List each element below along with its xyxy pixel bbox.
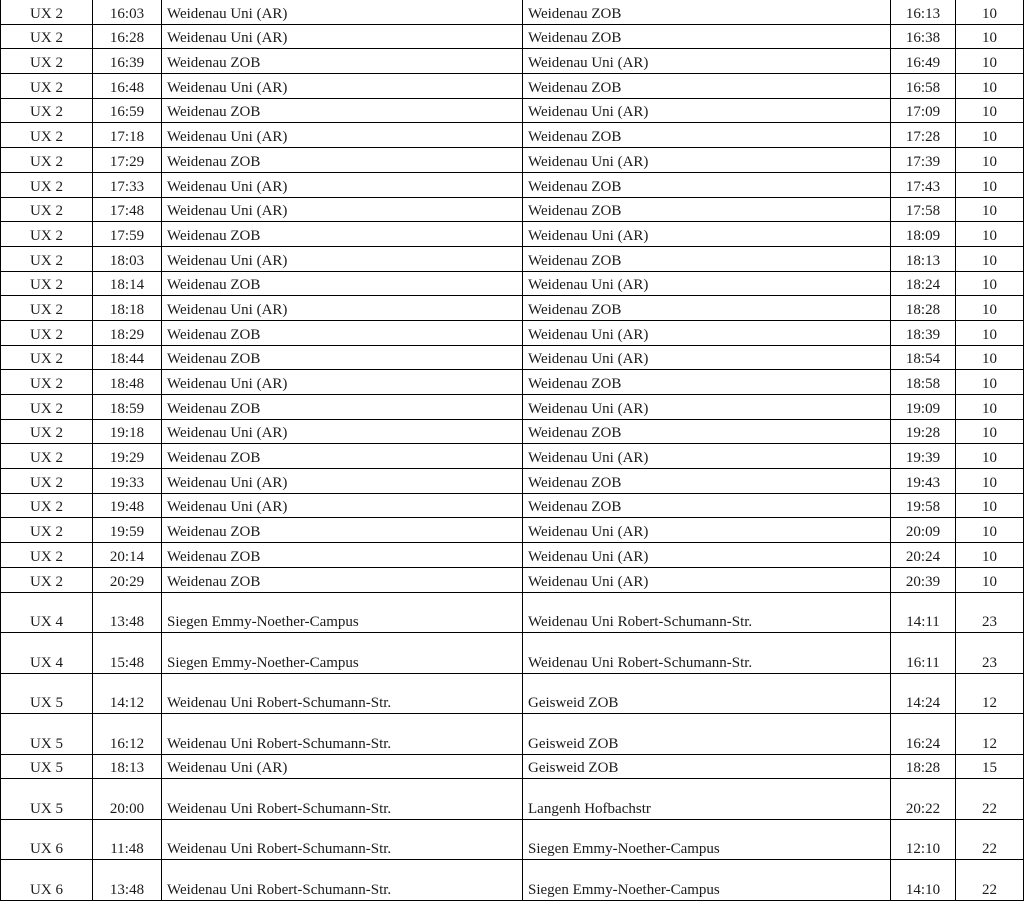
line-cell: UX 2	[1, 493, 93, 518]
from-stop-cell: Weidenau ZOB	[162, 98, 523, 123]
to-stop-cell: Weidenau ZOB	[523, 123, 891, 148]
line-cell: UX 2	[1, 543, 93, 568]
table-row	[1, 754, 1024, 779]
line-cell: UX 2	[1, 222, 93, 247]
from-stop-cell: Weidenau ZOB	[162, 395, 523, 420]
departure-cell: 18:14	[93, 271, 162, 296]
line-cell: UX 2	[1, 24, 93, 49]
departure-cell: 19:59	[93, 518, 162, 543]
departure-cell: 19:48	[93, 493, 162, 518]
to-stop-cell: Geisweid ZOB	[523, 754, 891, 779]
arrival-cell: 17:28	[891, 123, 956, 148]
departure-cell: 17:59	[93, 222, 162, 247]
departure-cell: 11:48	[93, 819, 162, 860]
departure-cell: 13:48	[93, 860, 162, 901]
from-stop-cell: Weidenau Uni Robert-Schumann-Str.	[162, 779, 523, 820]
departure-cell: 16:12	[93, 714, 162, 755]
to-stop-cell: Weidenau Uni (AR)	[523, 543, 891, 568]
arrival-cell: 17:09	[891, 98, 956, 123]
duration-cell: 10	[956, 518, 1024, 543]
table-row	[1, 74, 1024, 99]
arrival-cell: 20:22	[891, 779, 956, 820]
to-stop-cell: Weidenau Uni (AR)	[523, 271, 891, 296]
from-stop-cell: Weidenau ZOB	[162, 320, 523, 345]
departure-cell: 16:39	[93, 49, 162, 74]
duration-cell: 10	[956, 543, 1024, 568]
arrival-cell: 16:49	[891, 49, 956, 74]
arrival-cell: 17:58	[891, 197, 956, 222]
departure-cell: 19:33	[93, 469, 162, 494]
departure-cell: 20:29	[93, 567, 162, 592]
to-stop-cell: Weidenau Uni (AR)	[523, 345, 891, 370]
duration-cell: 10	[956, 395, 1024, 420]
departure-cell: 17:18	[93, 123, 162, 148]
table-row	[1, 197, 1024, 222]
table-row	[1, 148, 1024, 173]
line-cell: UX 2	[1, 271, 93, 296]
table-row	[1, 345, 1024, 370]
line-cell: UX 2	[1, 123, 93, 148]
from-stop-cell: Weidenau ZOB	[162, 148, 523, 173]
table-row	[1, 296, 1024, 321]
duration-cell: 10	[956, 345, 1024, 370]
from-stop-cell: Weidenau ZOB	[162, 345, 523, 370]
departure-cell: 16:03	[93, 0, 162, 24]
departure-cell: 18:48	[93, 370, 162, 395]
table-row	[1, 246, 1024, 271]
to-stop-cell: Weidenau Uni (AR)	[523, 320, 891, 345]
to-stop-cell: Weidenau Uni (AR)	[523, 98, 891, 123]
duration-cell: 10	[956, 567, 1024, 592]
to-stop-cell: Weidenau ZOB	[523, 197, 891, 222]
table-row	[1, 271, 1024, 296]
arrival-cell: 18:13	[891, 246, 956, 271]
arrival-cell: 18:24	[891, 271, 956, 296]
arrival-cell: 14:11	[891, 592, 956, 633]
duration-cell: 10	[956, 320, 1024, 345]
to-stop-cell: Weidenau ZOB	[523, 419, 891, 444]
arrival-cell: 16:11	[891, 633, 956, 674]
timetable-body	[1, 0, 1024, 900]
line-cell: UX 2	[1, 0, 93, 24]
departure-cell: 18:59	[93, 395, 162, 420]
duration-cell: 10	[956, 271, 1024, 296]
duration-cell: 22	[956, 819, 1024, 860]
arrival-cell: 20:09	[891, 518, 956, 543]
departure-cell: 20:14	[93, 543, 162, 568]
duration-cell: 10	[956, 370, 1024, 395]
from-stop-cell: Weidenau Uni (AR)	[162, 172, 523, 197]
to-stop-cell: Weidenau ZOB	[523, 296, 891, 321]
departure-cell: 18:18	[93, 296, 162, 321]
table-row	[1, 518, 1024, 543]
duration-cell: 10	[956, 148, 1024, 173]
line-cell: UX 2	[1, 419, 93, 444]
duration-cell: 10	[956, 123, 1024, 148]
to-stop-cell: Weidenau Uni (AR)	[523, 395, 891, 420]
arrival-cell: 18:58	[891, 370, 956, 395]
arrival-cell: 16:58	[891, 74, 956, 99]
line-cell: UX 2	[1, 395, 93, 420]
from-stop-cell: Weidenau Uni (AR)	[162, 370, 523, 395]
departure-cell: 16:28	[93, 24, 162, 49]
duration-cell: 10	[956, 493, 1024, 518]
to-stop-cell: Weidenau ZOB	[523, 0, 891, 24]
departure-cell: 17:29	[93, 148, 162, 173]
arrival-cell: 18:54	[891, 345, 956, 370]
to-stop-cell: Langenh Hofbachstr	[523, 779, 891, 820]
table-row	[1, 24, 1024, 49]
departure-cell: 19:29	[93, 444, 162, 469]
from-stop-cell: Weidenau Uni Robert-Schumann-Str.	[162, 819, 523, 860]
table-row	[1, 172, 1024, 197]
duration-cell: 15	[956, 754, 1024, 779]
line-cell: UX 2	[1, 296, 93, 321]
arrival-cell: 14:24	[891, 673, 956, 714]
table-row	[1, 222, 1024, 247]
arrival-cell: 18:28	[891, 754, 956, 779]
to-stop-cell: Siegen Emmy-Noether-Campus	[523, 860, 891, 901]
to-stop-cell: Weidenau ZOB	[523, 74, 891, 99]
duration-cell: 10	[956, 419, 1024, 444]
duration-cell: 23	[956, 592, 1024, 633]
departure-cell: 18:29	[93, 320, 162, 345]
to-stop-cell: Weidenau ZOB	[523, 172, 891, 197]
line-cell: UX 2	[1, 172, 93, 197]
table-row	[1, 419, 1024, 444]
line-cell: UX 2	[1, 49, 93, 74]
line-cell: UX 2	[1, 469, 93, 494]
table-row	[1, 98, 1024, 123]
table-row	[1, 819, 1024, 860]
from-stop-cell: Weidenau ZOB	[162, 222, 523, 247]
line-cell: UX 5	[1, 714, 93, 755]
departure-cell: 14:12	[93, 673, 162, 714]
table-row	[1, 543, 1024, 568]
from-stop-cell: Weidenau Uni (AR)	[162, 754, 523, 779]
line-cell: UX 2	[1, 148, 93, 173]
duration-cell: 10	[956, 172, 1024, 197]
arrival-cell: 20:39	[891, 567, 956, 592]
from-stop-cell: Weidenau Uni (AR)	[162, 0, 523, 24]
from-stop-cell: Weidenau ZOB	[162, 49, 523, 74]
from-stop-cell: Weidenau Uni Robert-Schumann-Str.	[162, 673, 523, 714]
from-stop-cell: Weidenau Uni (AR)	[162, 296, 523, 321]
arrival-cell: 18:28	[891, 296, 956, 321]
from-stop-cell: Siegen Emmy-Noether-Campus	[162, 592, 523, 633]
from-stop-cell: Weidenau Uni Robert-Schumann-Str.	[162, 714, 523, 755]
to-stop-cell: Siegen Emmy-Noether-Campus	[523, 819, 891, 860]
duration-cell: 23	[956, 633, 1024, 674]
line-cell: UX 5	[1, 754, 93, 779]
to-stop-cell: Weidenau Uni (AR)	[523, 222, 891, 247]
to-stop-cell: Weidenau Uni Robert-Schumann-Str.	[523, 592, 891, 633]
duration-cell: 22	[956, 779, 1024, 820]
duration-cell: 10	[956, 49, 1024, 74]
departure-cell: 17:33	[93, 172, 162, 197]
duration-cell: 10	[956, 197, 1024, 222]
to-stop-cell: Weidenau Uni (AR)	[523, 148, 891, 173]
departure-cell: 18:44	[93, 345, 162, 370]
departure-cell: 17:48	[93, 197, 162, 222]
duration-cell: 10	[956, 74, 1024, 99]
line-cell: UX 2	[1, 74, 93, 99]
departure-cell: 15:48	[93, 633, 162, 674]
to-stop-cell: Weidenau ZOB	[523, 246, 891, 271]
line-cell: UX 4	[1, 633, 93, 674]
to-stop-cell: Weidenau Uni (AR)	[523, 567, 891, 592]
from-stop-cell: Weidenau Uni (AR)	[162, 197, 523, 222]
line-cell: UX 2	[1, 98, 93, 123]
to-stop-cell: Weidenau ZOB	[523, 493, 891, 518]
from-stop-cell: Weidenau Uni (AR)	[162, 74, 523, 99]
arrival-cell: 16:38	[891, 24, 956, 49]
from-stop-cell: Weidenau ZOB	[162, 518, 523, 543]
duration-cell: 10	[956, 24, 1024, 49]
departure-cell: 19:18	[93, 419, 162, 444]
table-row	[1, 779, 1024, 820]
table-row	[1, 49, 1024, 74]
departure-cell: 20:00	[93, 779, 162, 820]
line-cell: UX 2	[1, 246, 93, 271]
line-cell: UX 2	[1, 444, 93, 469]
from-stop-cell: Weidenau Uni (AR)	[162, 493, 523, 518]
arrival-cell: 19:39	[891, 444, 956, 469]
arrival-cell: 20:24	[891, 543, 956, 568]
arrival-cell: 19:28	[891, 419, 956, 444]
arrival-cell: 14:10	[891, 860, 956, 901]
line-cell: UX 2	[1, 345, 93, 370]
from-stop-cell: Weidenau Uni (AR)	[162, 246, 523, 271]
to-stop-cell: Weidenau ZOB	[523, 24, 891, 49]
duration-cell: 12	[956, 714, 1024, 755]
arrival-cell: 16:24	[891, 714, 956, 755]
table-row	[1, 370, 1024, 395]
table-row	[1, 395, 1024, 420]
table-row	[1, 123, 1024, 148]
from-stop-cell: Weidenau Uni (AR)	[162, 419, 523, 444]
from-stop-cell: Weidenau Uni (AR)	[162, 123, 523, 148]
departure-cell: 16:48	[93, 74, 162, 99]
line-cell: UX 2	[1, 567, 93, 592]
duration-cell: 10	[956, 246, 1024, 271]
to-stop-cell: Weidenau Uni Robert-Schumann-Str.	[523, 633, 891, 674]
table-row	[1, 592, 1024, 633]
arrival-cell: 18:39	[891, 320, 956, 345]
table-row	[1, 0, 1024, 24]
line-cell: UX 2	[1, 370, 93, 395]
table-row	[1, 469, 1024, 494]
to-stop-cell: Weidenau Uni (AR)	[523, 444, 891, 469]
from-stop-cell: Weidenau Uni Robert-Schumann-Str.	[162, 860, 523, 901]
arrival-cell: 19:09	[891, 395, 956, 420]
table-row	[1, 673, 1024, 714]
table-row	[1, 320, 1024, 345]
arrival-cell: 17:39	[891, 148, 956, 173]
table-row	[1, 567, 1024, 592]
line-cell: UX 6	[1, 860, 93, 901]
arrival-cell: 16:13	[891, 0, 956, 24]
to-stop-cell: Geisweid ZOB	[523, 714, 891, 755]
table-row	[1, 714, 1024, 755]
departure-cell: 16:59	[93, 98, 162, 123]
duration-cell: 10	[956, 296, 1024, 321]
to-stop-cell: Weidenau Uni (AR)	[523, 49, 891, 74]
duration-cell: 10	[956, 0, 1024, 24]
line-cell: UX 2	[1, 197, 93, 222]
arrival-cell: 19:58	[891, 493, 956, 518]
to-stop-cell: Weidenau ZOB	[523, 370, 891, 395]
departure-cell: 18:13	[93, 754, 162, 779]
arrival-cell: 17:43	[891, 172, 956, 197]
table-row	[1, 444, 1024, 469]
from-stop-cell: Weidenau Uni (AR)	[162, 24, 523, 49]
line-cell: UX 5	[1, 779, 93, 820]
line-cell: UX 4	[1, 592, 93, 633]
duration-cell: 10	[956, 98, 1024, 123]
duration-cell: 10	[956, 469, 1024, 494]
from-stop-cell: Weidenau ZOB	[162, 567, 523, 592]
from-stop-cell: Weidenau ZOB	[162, 444, 523, 469]
duration-cell: 22	[956, 860, 1024, 901]
departure-cell: 18:03	[93, 246, 162, 271]
line-cell: UX 2	[1, 518, 93, 543]
to-stop-cell: Geisweid ZOB	[523, 673, 891, 714]
table-row	[1, 633, 1024, 674]
duration-cell: 12	[956, 673, 1024, 714]
from-stop-cell: Siegen Emmy-Noether-Campus	[162, 633, 523, 674]
to-stop-cell: Weidenau ZOB	[523, 469, 891, 494]
line-cell: UX 5	[1, 673, 93, 714]
departure-cell: 13:48	[93, 592, 162, 633]
duration-cell: 10	[956, 444, 1024, 469]
duration-cell: 10	[956, 222, 1024, 247]
from-stop-cell: Weidenau ZOB	[162, 271, 523, 296]
to-stop-cell: Weidenau Uni (AR)	[523, 518, 891, 543]
arrival-cell: 12:10	[891, 819, 956, 860]
line-cell: UX 2	[1, 320, 93, 345]
from-stop-cell: Weidenau Uni (AR)	[162, 469, 523, 494]
arrival-cell: 19:43	[891, 469, 956, 494]
line-cell: UX 6	[1, 819, 93, 860]
from-stop-cell: Weidenau ZOB	[162, 543, 523, 568]
arrival-cell: 18:09	[891, 222, 956, 247]
table-row	[1, 860, 1024, 901]
table-row	[1, 493, 1024, 518]
